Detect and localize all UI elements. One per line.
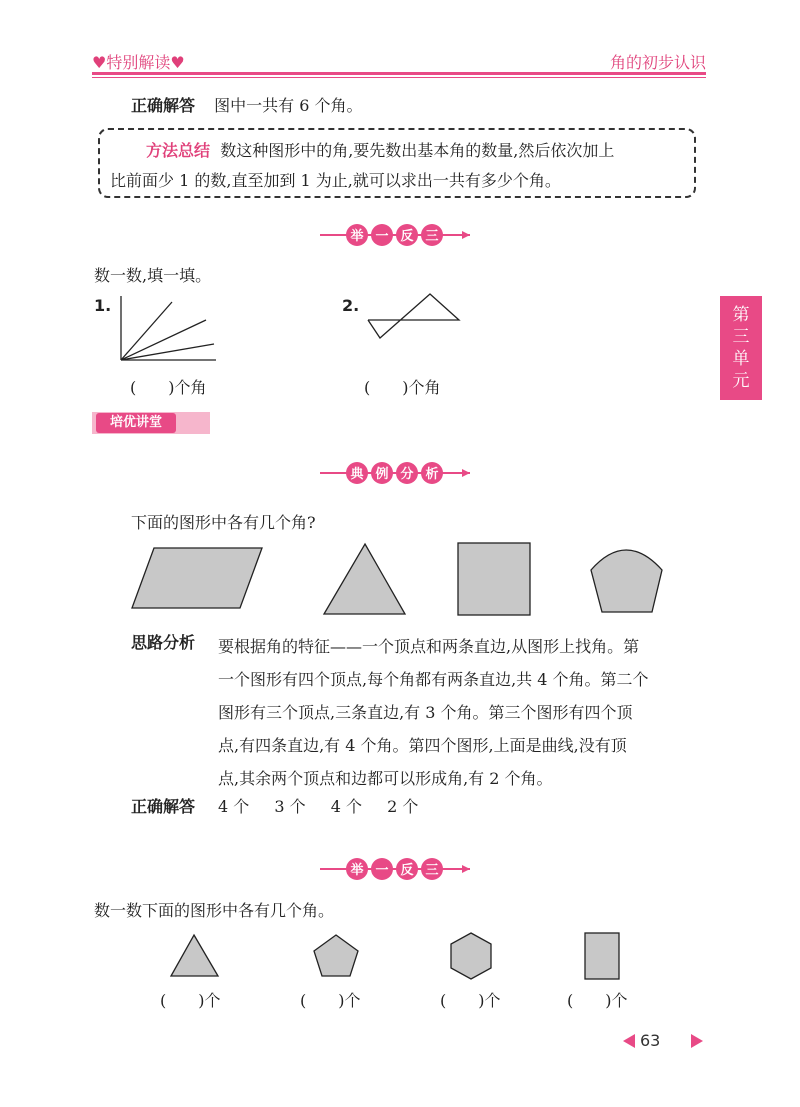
- banner1-char-2: 一: [375, 229, 389, 244]
- example-answer-label: 正确解答: [131, 797, 196, 816]
- answer-row-1: [131, 93, 362, 116]
- exercise-2-blank-1: ( )个: [160, 991, 221, 1010]
- banner3-char-1: 举: [350, 863, 364, 878]
- side-tab-char-3: 单: [732, 349, 750, 369]
- analysis-line-2: 一个图形有四个顶点,每个角都有两条直边,共 4 个角。第二个: [218, 670, 649, 689]
- exercise-1-prompt: 数一数,填一填。: [94, 266, 212, 285]
- question-1-number: 1.: [94, 296, 112, 315]
- page-number: 63: [640, 1031, 661, 1050]
- analysis-text: [218, 630, 708, 795]
- curved-pentagon-shape: [588, 540, 668, 616]
- side-tab-char-1: 第: [732, 305, 750, 325]
- example-answer-4: 2 个: [387, 797, 419, 816]
- banner-ju-yi-fan-san-2: [320, 856, 470, 882]
- figure-rays-angle: [112, 292, 222, 366]
- figure-crossed-lines: [364, 290, 464, 344]
- header-rule-thin: [92, 77, 706, 78]
- summary-line-1: 数这种图形中的角,要先数出基本角的数量,然后依次加上: [220, 141, 615, 160]
- header-rule: [92, 72, 706, 75]
- section-tag-bar: [92, 412, 210, 434]
- small-rectangle-shape: [582, 930, 622, 982]
- banner-ju-yi-fan-san-1: [320, 222, 470, 248]
- example-shapes-row: [128, 540, 548, 620]
- banner2-char-2: 例: [375, 467, 389, 482]
- banner3-char-3: 反: [400, 863, 414, 878]
- banner1-char-1: 举: [350, 229, 364, 244]
- answer-label: 正确解答: [131, 96, 196, 115]
- running-header-right: 角的初步认识: [609, 53, 706, 72]
- analysis-line-4: 点,有四条直边,有 4 个角。第四个图形,上面是曲线,没有顶: [218, 736, 627, 755]
- summary-line-2: 比前面少 1 的数,直至加到 1 为止,就可以求出一共有多少个角。: [110, 171, 561, 190]
- square-shape: [458, 543, 530, 615]
- triangle-shape: [324, 544, 405, 614]
- banner1-char-3: 反: [400, 229, 414, 244]
- small-pentagon-shape: [310, 930, 362, 980]
- exercise-2-blank-4: ( )个: [567, 991, 628, 1010]
- parallelogram-shape: [132, 548, 262, 608]
- prev-arrow-icon: [622, 1033, 636, 1049]
- example-answer-2: 3 个: [274, 797, 306, 816]
- example-answers: [218, 794, 418, 817]
- banner-dian-li-fen-xi: [320, 460, 470, 486]
- exercise-2-blank-2: ( )个: [300, 991, 361, 1010]
- banner2-char-3: 分: [400, 467, 414, 482]
- banner2-char-4: 析: [425, 467, 439, 482]
- analysis-line-5: 点,其余两个顶点和边都可以形成角,有 2 个角。: [218, 769, 553, 788]
- question-1-blank: ( )个角: [130, 378, 207, 397]
- example-answer-1: 4 个: [218, 797, 250, 816]
- exercise-2-prompt: 数一数下面的图形中各有几个角。: [94, 901, 335, 920]
- analysis-line-3: 图形有三个顶点,三条直边,有 3 个角。第三个图形有四个顶: [218, 703, 633, 722]
- banner3-char-2: 一: [375, 863, 389, 878]
- example-question: 下面的图形中各有几个角?: [131, 513, 316, 532]
- banner3-char-4: 三: [425, 863, 439, 878]
- summary-label: 方法总结: [146, 141, 211, 160]
- example-answer-3: 4 个: [330, 797, 363, 816]
- analysis-line-1: 要根据角的特征——一个顶点和两条直边,从图形上找角。第: [218, 637, 640, 656]
- exercise-2-blank-3: ( )个: [440, 991, 501, 1010]
- banner1-char-4: 三: [425, 229, 439, 244]
- section-tag-label: 培优讲堂: [96, 413, 176, 433]
- question-2-number: 2.: [342, 296, 360, 315]
- side-tab-char-4: 元: [732, 371, 750, 391]
- analysis-label: 思路分析: [131, 633, 196, 652]
- next-arrow-icon: [690, 1033, 704, 1049]
- small-triangle-shape: [168, 930, 222, 980]
- answer-text: 图中一共有 6 个角。: [214, 96, 363, 115]
- unit-side-tab: [720, 296, 762, 400]
- side-tab-char-2: 三: [732, 327, 750, 347]
- running-header-left: ♥特别解读♥: [92, 53, 185, 72]
- small-hexagon-shape: [446, 930, 496, 982]
- banner2-char-1: 典: [350, 467, 364, 482]
- question-2-blank: ( )个角: [364, 378, 441, 397]
- method-summary-text: [110, 136, 690, 196]
